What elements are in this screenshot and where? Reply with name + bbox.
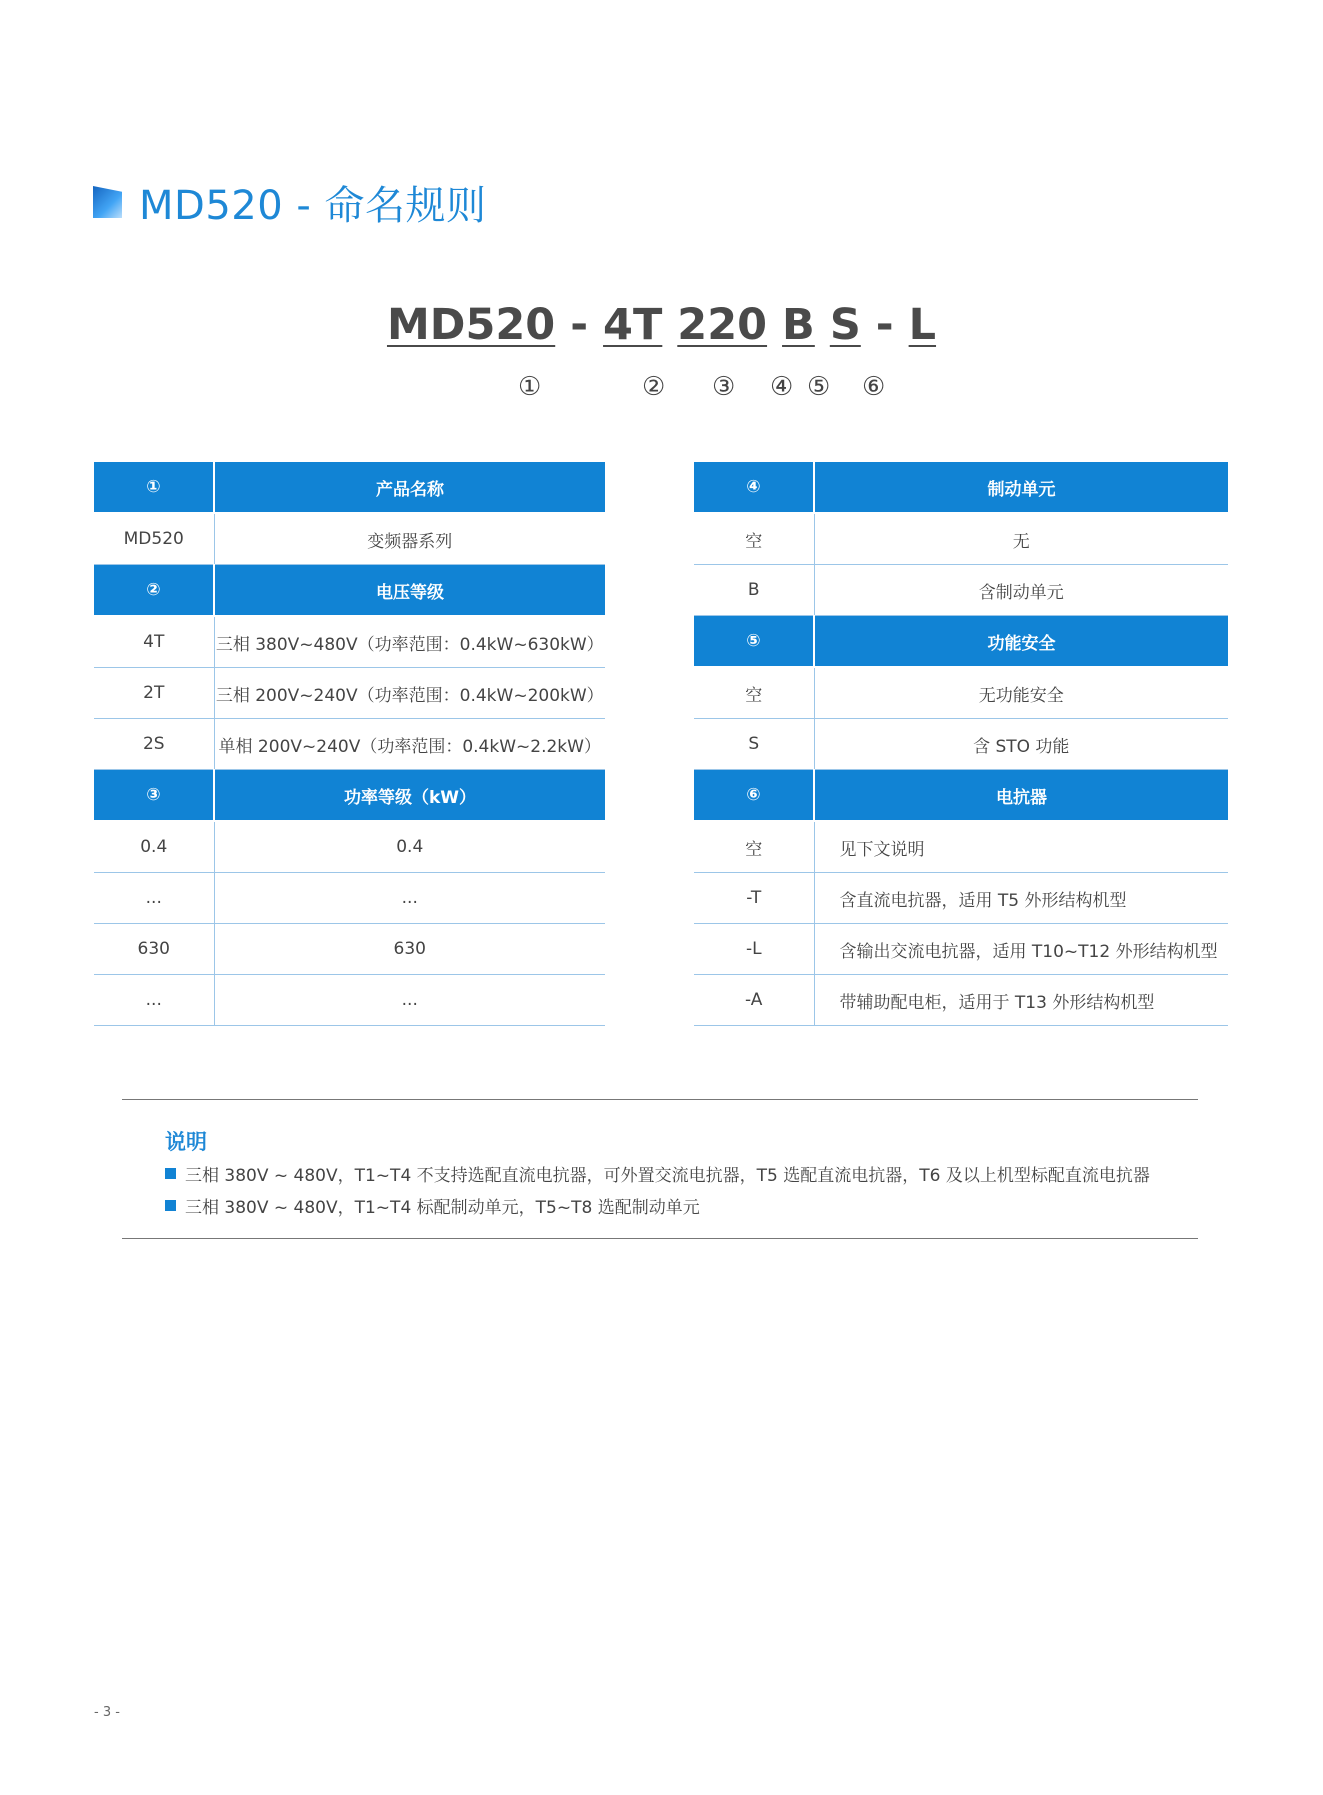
left-spec-table — [94, 462, 605, 1026]
table-row — [694, 873, 1228, 924]
row-code: -A — [694, 975, 814, 1026]
table-row — [694, 924, 1228, 975]
note-text: 三相 380V ~ 480V，T1~T4 不支持选配直流电抗器，可外置交流电抗器，T5 选配直流电抗器，T6 及以上机型标配直流电抗器 — [185, 1166, 1150, 1186]
table-row — [694, 667, 1228, 719]
table-header — [694, 770, 1228, 822]
code-reactor: L — [908, 300, 937, 350]
notes-bottom-divider — [122, 1238, 1198, 1239]
code-number-1: ① — [518, 372, 542, 402]
row-desc: 0.4 — [214, 821, 605, 873]
row-desc: 含 STO 功能 — [814, 719, 1228, 770]
header-code: ① — [94, 462, 214, 513]
table-header — [94, 770, 605, 822]
row-code: 2S — [94, 719, 214, 770]
row-code: 2T — [94, 668, 214, 719]
table-row — [94, 821, 605, 873]
code-power: 220 — [677, 300, 768, 350]
note-text: 三相 380V ~ 480V，T1~T4 标配制动单元，T5~T8 选配制动单元 — [185, 1198, 700, 1218]
table-row — [94, 873, 605, 924]
row-desc: 单相 200V~240V（功率范围：0.4kW~2.2kW） — [214, 719, 605, 770]
header-label: 功率等级（kW） — [214, 770, 605, 822]
code-number-4: ④ — [770, 372, 794, 402]
header-code: ③ — [94, 770, 214, 822]
header-code: ⑤ — [694, 616, 814, 668]
code-dash: - — [570, 300, 589, 350]
row-desc: 见下文说明 — [814, 821, 1228, 873]
table-header — [94, 462, 605, 513]
row-desc: 630 — [214, 924, 605, 975]
row-code: ... — [94, 975, 214, 1026]
code-series: MD520 — [386, 300, 556, 350]
row-desc: 含制动单元 — [814, 565, 1228, 616]
table-row — [694, 821, 1228, 873]
code-number-2: ② — [642, 372, 666, 402]
table-row — [94, 719, 605, 770]
header-code: ⑥ — [694, 770, 814, 822]
row-desc: 三相 200V~240V（功率范围：0.4kW~200kW） — [214, 668, 605, 719]
table-header — [694, 616, 1228, 668]
code-dash: - — [875, 300, 894, 350]
row-code: B — [694, 565, 814, 616]
note-item — [165, 1161, 1150, 1186]
row-desc: 带辅助配电柜，适用于 T13 外形结构机型 — [814, 975, 1228, 1026]
row-desc: 变频器系列 — [214, 513, 605, 565]
header-label: 产品名称 — [214, 462, 605, 513]
code-voltage: 4T — [603, 300, 663, 350]
table-header — [694, 462, 1228, 513]
row-desc: 无功能安全 — [814, 667, 1228, 719]
row-code: S — [694, 719, 814, 770]
code-number-3: ③ — [712, 372, 736, 402]
page-number: - 3 - — [94, 1705, 120, 1720]
table-row — [94, 668, 605, 719]
row-desc: 含直流电抗器，适用 T5 外形结构机型 — [814, 873, 1228, 924]
row-code: 0.4 — [94, 821, 214, 873]
note-item — [165, 1193, 700, 1218]
row-desc: 三相 380V~480V（功率范围：0.4kW~630kW） — [214, 616, 605, 668]
table-row — [94, 616, 605, 668]
row-code: 空 — [694, 821, 814, 873]
table-row — [694, 513, 1228, 565]
right-spec-table — [694, 462, 1228, 1026]
page-title — [93, 176, 487, 228]
row-code: 空 — [694, 667, 814, 719]
code-safety: S — [829, 300, 861, 350]
table-row — [94, 975, 605, 1026]
notes-title: 说明 — [165, 1130, 207, 1154]
row-code: -T — [694, 873, 814, 924]
row-code: -L — [694, 924, 814, 975]
bullet-square-icon — [165, 1168, 176, 1179]
row-desc: ... — [214, 975, 605, 1026]
header-code: ② — [94, 565, 214, 617]
table-row — [94, 924, 605, 975]
title-text: MD520 - 命名规则 — [139, 182, 487, 229]
table-row — [694, 565, 1228, 616]
row-code: 4T — [94, 616, 214, 668]
row-code: MD520 — [94, 513, 214, 565]
row-code: 空 — [694, 513, 814, 565]
row-code: 630 — [94, 924, 214, 975]
code-number-5: ⑤ — [807, 372, 831, 402]
notes-top-divider — [122, 1099, 1198, 1100]
model-code — [0, 300, 1323, 350]
header-label: 电压等级 — [214, 565, 605, 617]
code-brake: B — [782, 300, 815, 350]
table-row — [94, 513, 605, 565]
row-code: ... — [94, 873, 214, 924]
table-row — [694, 719, 1228, 770]
bullet-square-icon — [165, 1200, 176, 1211]
table-row — [694, 975, 1228, 1026]
title-marker-icon — [93, 186, 122, 218]
row-desc: 无 — [814, 513, 1228, 565]
header-label: 电抗器 — [814, 770, 1228, 822]
code-number-6: ⑥ — [862, 372, 886, 402]
header-code: ④ — [694, 462, 814, 513]
header-label: 功能安全 — [814, 616, 1228, 668]
table-header — [94, 565, 605, 617]
row-desc: ... — [214, 873, 605, 924]
header-label: 制动单元 — [814, 462, 1228, 513]
row-desc: 含输出交流电抗器，适用 T10~T12 外形结构机型 — [814, 924, 1228, 975]
